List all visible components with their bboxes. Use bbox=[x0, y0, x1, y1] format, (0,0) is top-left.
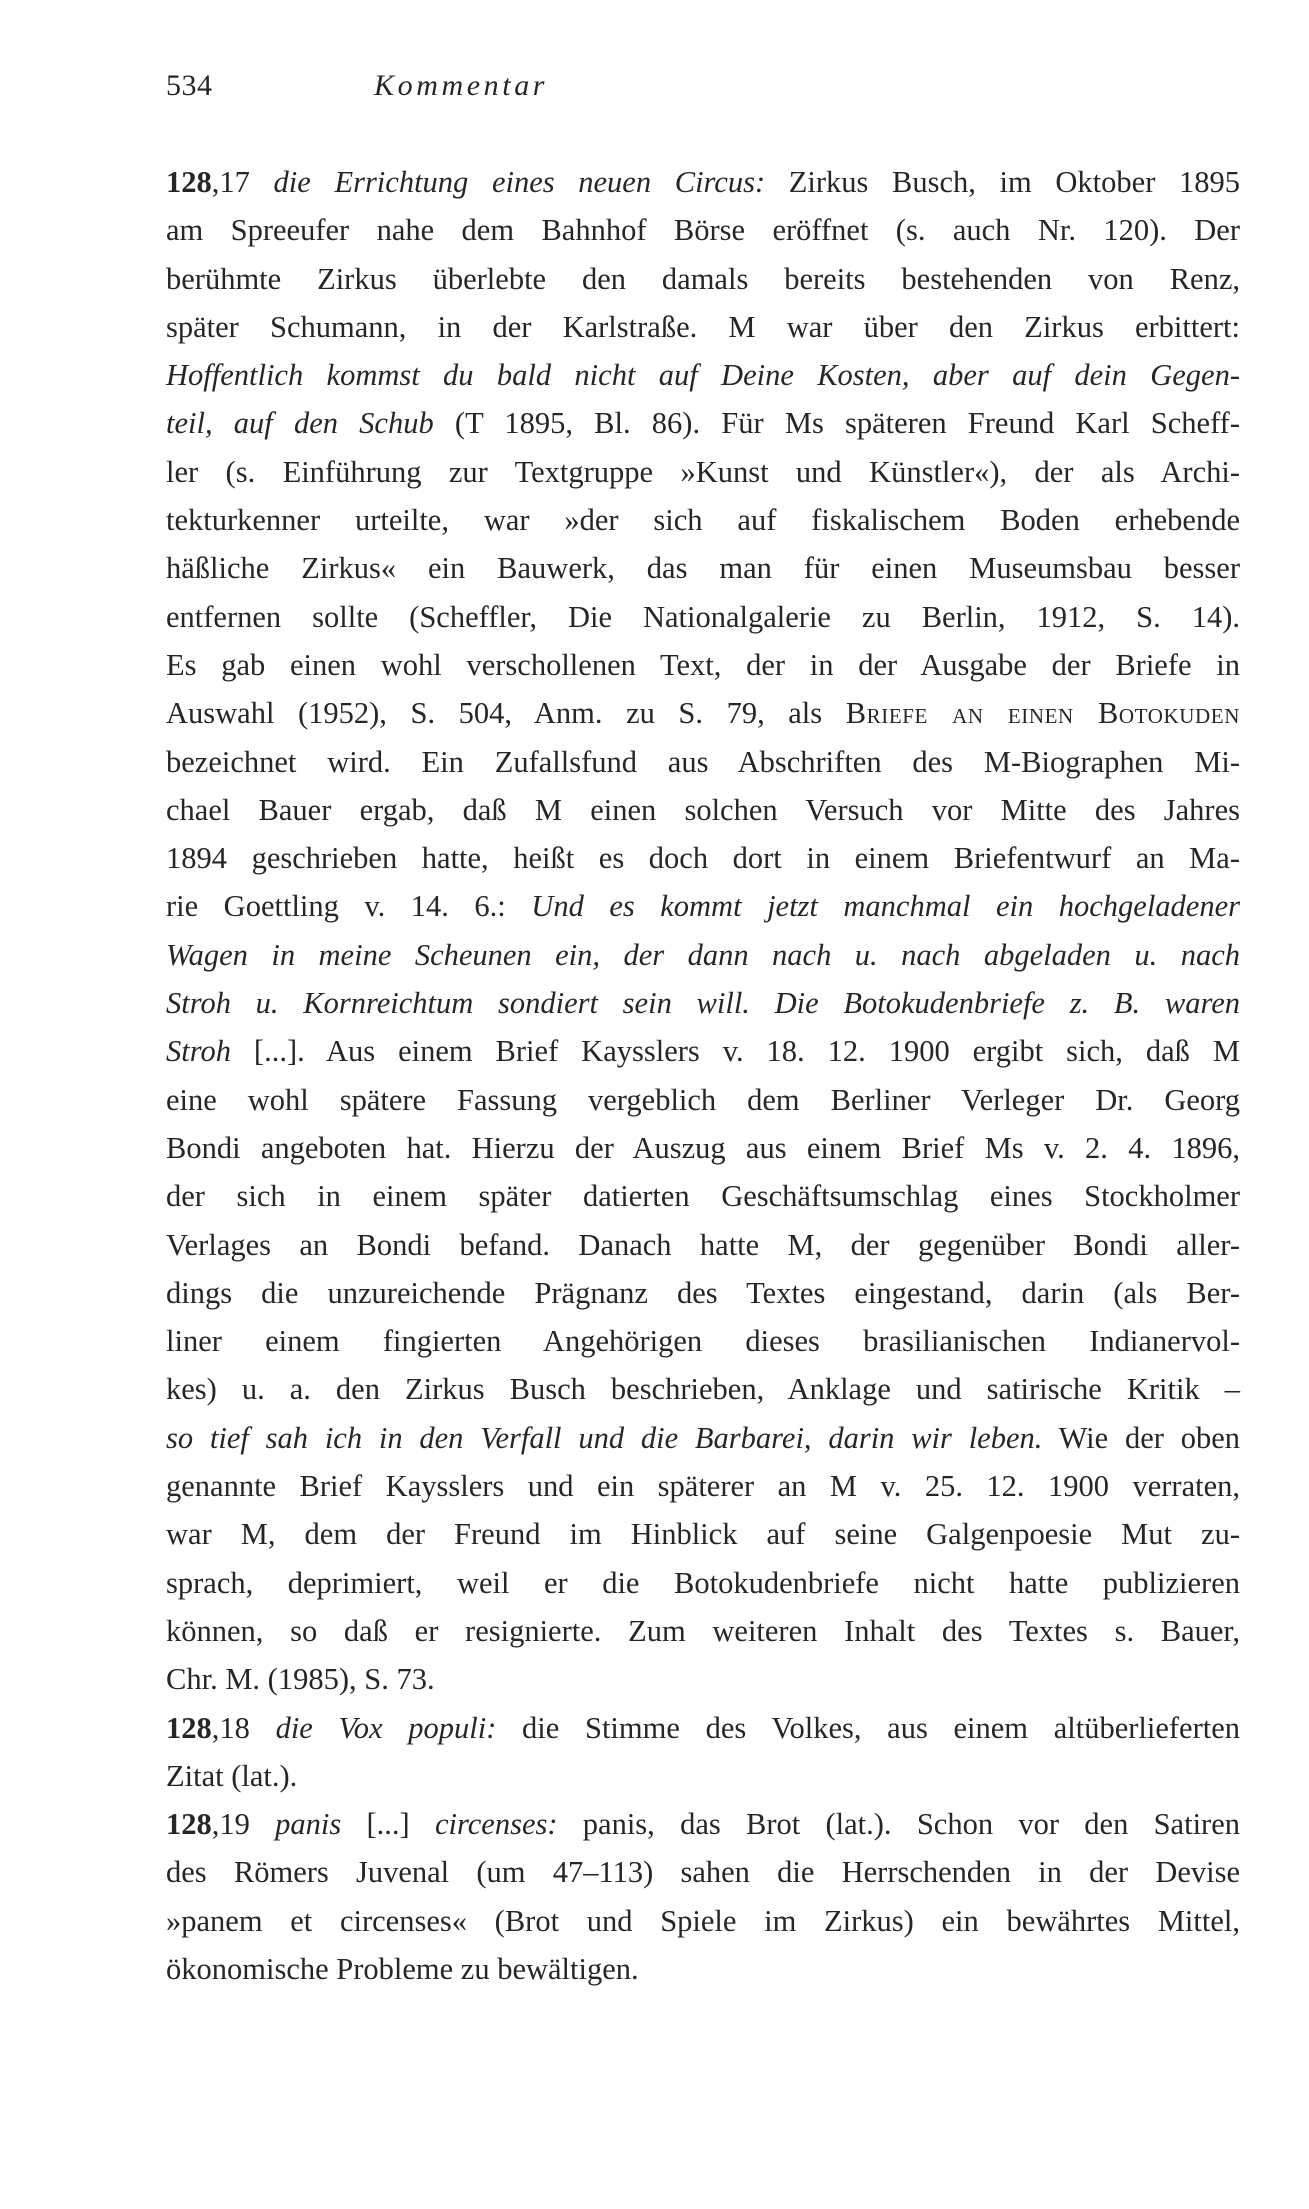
text-roman: Zirkus Busch, im Oktober 1895 bbox=[765, 165, 1240, 199]
text-roman: bezeichnet wird. Ein Zufallsfund aus Abschriften des M-Biographen Mi- bbox=[166, 744, 1240, 779]
text-italic: so tief sah ich in den Verfall und die Barbarei, darin wir leben. bbox=[166, 1420, 1043, 1455]
text-italic: Und es kommt jetzt manchmal ein hochgeladener bbox=[531, 889, 1240, 924]
text-roman: der sich in einem später datierten Geschäftsumschlag eines Stockholmer bbox=[166, 1179, 1240, 1214]
text-line bbox=[166, 1559, 1240, 1607]
text-roman: am Spreeufer nahe dem Bahnhof Börse eröffnet (s. auch Nr. 120). Der bbox=[166, 213, 1240, 248]
page-number: 534 bbox=[166, 69, 213, 102]
lemma-reference: 128 bbox=[166, 1807, 212, 1842]
text-line bbox=[166, 1076, 1240, 1124]
text-roman: Auswahl (1952), S. 504, Anm. zu S. 79, als bbox=[166, 696, 846, 731]
text-line bbox=[166, 448, 1240, 496]
text-line bbox=[166, 1027, 1240, 1075]
text-line bbox=[166, 399, 1240, 447]
text-line bbox=[166, 303, 1240, 351]
text-roman: [...]. Aus einem Brief Kaysslers v. 18. 12. 1900 ergibt sich, daß M bbox=[230, 1034, 1240, 1069]
text-roman: Zitat (lat.). bbox=[166, 1758, 298, 1793]
text-roman: Chr. M. (1985), S. 73. bbox=[166, 1662, 435, 1697]
text-line bbox=[166, 255, 1240, 303]
text-roman: die Stimme des Volkes, aus einem altüberlieferten bbox=[496, 1710, 1241, 1745]
text-roman: des Römers Juvenal (um 47–113) sahen die Herrschenden in der Devise bbox=[166, 1855, 1240, 1890]
text-line bbox=[166, 1269, 1240, 1317]
text-italic: Stroh u. Kornreichtum sondiert sein will. Die Botokudenbriefe z. B. waren bbox=[166, 986, 1240, 1021]
text-roman: liner einem fingierten Angehörigen dieses brasilianischen Indianervol- bbox=[166, 1324, 1240, 1359]
text-roman: chael Bauer ergab, daß M einen solchen Versuch vor Mitte des Jahres bbox=[166, 792, 1240, 827]
text-roman: Bondi angeboten hat. Hierzu der Auszug aus einem Brief Ms v. 2. 4. 1896, bbox=[166, 1130, 1240, 1165]
text-line bbox=[166, 1897, 1240, 1945]
text-roman: können, so daß er resignierte. Zum weiteren Inhalt des Textes s. Bauer, bbox=[166, 1613, 1240, 1648]
text-roman: Verlages an Bondi befand. Danach hatte M, der gegenüber Bondi aller- bbox=[166, 1227, 1240, 1262]
text-line bbox=[166, 834, 1240, 882]
text-line bbox=[166, 1172, 1240, 1220]
text-line bbox=[166, 158, 1240, 206]
text-roman: ,17 bbox=[211, 165, 274, 199]
text-roman: 1894 geschrieben hatte, heißt es doch dort in einem Briefentwurf an Ma- bbox=[166, 841, 1240, 876]
text-roman: ,18 bbox=[211, 1710, 276, 1745]
text-italic: Hoffentlich kommst du bald nicht auf Deine Kosten, aber auf dein Gegen- bbox=[166, 358, 1240, 393]
text-line bbox=[166, 931, 1240, 979]
text-line bbox=[166, 641, 1240, 689]
text-line bbox=[166, 1365, 1240, 1413]
text-line bbox=[166, 351, 1240, 399]
text-line bbox=[166, 1414, 1240, 1462]
text-line bbox=[166, 979, 1240, 1027]
text-italic: circenses: bbox=[435, 1807, 558, 1842]
commentary-body bbox=[166, 158, 1240, 1993]
text-line bbox=[166, 882, 1240, 930]
text-line bbox=[166, 1124, 1240, 1172]
text-italic: teil, auf den Schub bbox=[166, 406, 434, 441]
running-title: Kommentar bbox=[374, 69, 549, 102]
text-roman: kes) u. a. den Zirkus Busch beschrieben, Anklage und satirische Kritik – bbox=[166, 1372, 1240, 1407]
text-italic: Stroh bbox=[166, 1034, 231, 1069]
text-line bbox=[166, 1317, 1240, 1365]
text-roman: sprach, deprimiert, weil er die Botokudenbriefe nicht hatte publizieren bbox=[166, 1565, 1240, 1600]
text-roman: genannte Brief Kaysslers und ein späterer an M v. 25. 12. 1900 verraten, bbox=[166, 1469, 1240, 1504]
text-italic: die Vox populi: bbox=[275, 1710, 497, 1745]
text-roman: rie Goettling v. 14. 6.: bbox=[166, 889, 532, 924]
text-line bbox=[166, 1510, 1240, 1558]
text-italic: panis bbox=[275, 1807, 342, 1842]
text-roman: entfernen sollte (Scheffler, Die Nationalgalerie zu Berlin, 1912, S. 14). bbox=[166, 599, 1240, 634]
text-line bbox=[166, 1607, 1240, 1655]
text-italic: Wagen in meine Scheunen ein, der dann nach u. nach abgeladen u. nach bbox=[166, 937, 1240, 972]
text-roman: dings die unzureichende Prägnanz des Textes eingestand, darin (als Ber- bbox=[166, 1275, 1240, 1310]
text-roman: Es gab einen wohl verschollenen Text, der in der Ausgabe der Briefe in bbox=[166, 647, 1240, 682]
text-roman: eine wohl spätere Fassung vergeblich dem Berliner Verleger Dr. Georg bbox=[166, 1082, 1240, 1117]
text-line bbox=[166, 738, 1240, 786]
text-roman: (T 1895, Bl. 86). Für Ms späteren Freund Karl Scheff- bbox=[433, 406, 1240, 441]
small-caps-title: Briefe an einen Botokuden bbox=[845, 696, 1240, 731]
text-roman: später Schumann, in der Karlstraße. M war über den Zirkus erbittert: bbox=[166, 309, 1240, 344]
text-roman: ökonomische Probleme zu bewältigen. bbox=[166, 1951, 639, 1986]
text-line bbox=[166, 206, 1240, 254]
text-roman: Wie der oben bbox=[1042, 1420, 1241, 1455]
text-roman: [...] bbox=[341, 1807, 435, 1842]
text-line bbox=[166, 496, 1240, 544]
text-line bbox=[166, 1704, 1240, 1752]
text-roman: häßliche Zirkus« ein Bauwerk, das man für einen Museumsbau besser bbox=[166, 551, 1240, 586]
text-roman: »panem et circenses« (Brot und Spiele im Zirkus) ein bewährtes Mittel, bbox=[166, 1903, 1240, 1938]
text-line bbox=[166, 1752, 1240, 1800]
text-line bbox=[166, 1462, 1240, 1510]
text-roman: ler (s. Einführung zur Textgruppe »Kunst und Künstler«), der als Archi- bbox=[166, 454, 1240, 489]
text-line bbox=[166, 1655, 1240, 1703]
text-roman: tekturkenner urteilte, war »der sich auf fiskalischem Boden erhebende bbox=[166, 503, 1240, 538]
text-line bbox=[166, 544, 1240, 592]
text-roman: war M, dem der Freund im Hinblick auf seine Galgenpoesie Mut zu- bbox=[166, 1517, 1240, 1552]
text-line bbox=[166, 1945, 1240, 1993]
text-roman: panis, das Brot (lat.). Schon vor den Satiren bbox=[557, 1807, 1240, 1842]
text-line bbox=[166, 689, 1240, 737]
text-roman: berühmte Zirkus überlebte den damals bereits bestehenden von Renz, bbox=[166, 261, 1240, 296]
text-line bbox=[166, 593, 1240, 641]
text-line bbox=[166, 1221, 1240, 1269]
text-line bbox=[166, 786, 1240, 834]
text-roman: ,19 bbox=[211, 1807, 276, 1842]
running-head bbox=[166, 66, 549, 106]
lemma-reference: 128 bbox=[166, 165, 212, 199]
text-line bbox=[166, 1800, 1240, 1848]
text-line bbox=[166, 1848, 1240, 1896]
text-italic: die Errichtung eines neuen Circus: bbox=[273, 165, 766, 199]
lemma-reference: 128 bbox=[166, 1710, 212, 1745]
